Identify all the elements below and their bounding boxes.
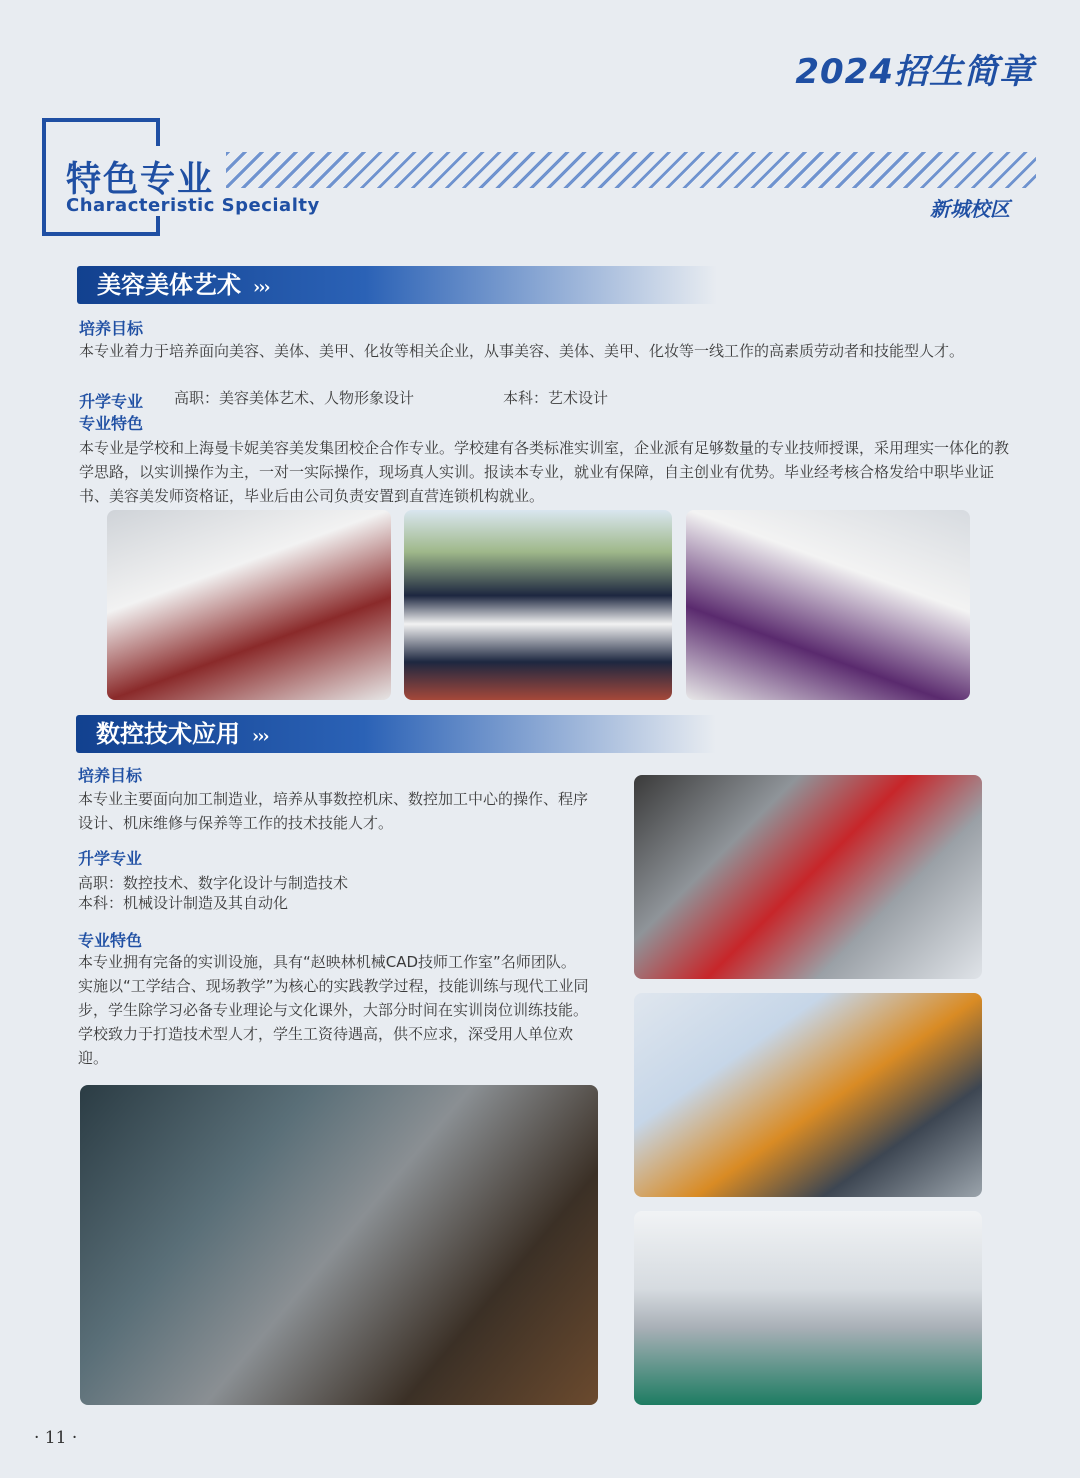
section-frame-top xyxy=(42,118,160,122)
page-number: · 11 · xyxy=(34,1428,78,1448)
section-frame-right-top xyxy=(156,118,160,146)
photo-cnc-workshop xyxy=(634,1211,982,1405)
arrows-icon: ››› xyxy=(253,277,269,298)
photo-cnc-control-panel xyxy=(634,775,982,979)
section-title-en: Characteristic Specialty xyxy=(66,195,320,216)
goal-text: 本专业主要面向加工制造业，培养从事数控机床、数控加工中心的操作、程序设计、机床维修与保养等工作的技术技能人才。 xyxy=(78,790,589,832)
major-name: 美容美体艺术 xyxy=(97,270,241,299)
arrows-icon: ››› xyxy=(252,726,268,747)
section-frame-bottom xyxy=(42,232,160,236)
hatch-decoration xyxy=(226,152,1036,188)
further-bachelor: 本科：艺术设计 xyxy=(503,389,609,407)
section-frame-right-bottom xyxy=(156,216,160,236)
major-banner-cnc xyxy=(76,715,716,753)
brochure-title: 2024招生简章 xyxy=(795,52,1034,92)
goal-label: 培养目标 xyxy=(79,319,144,338)
photo-beauty-students-line xyxy=(404,510,672,700)
major-name: 数控技术应用 xyxy=(96,719,240,748)
photo-cnc-welding xyxy=(634,993,982,1197)
photo-beauty-practice xyxy=(686,510,970,700)
feature-text: 本专业拥有完备的实训设施，具有“赵映林机械CAD技师工作室”名师团队。实施以“工学结合、现场教学”为核心的实践教学过程，技能训练与现代工业同步，学生除学习必备专业理论与文化课外，大部分时间在实训岗位训练技能。学校致力于打造技术型人才，学生工资待遇高，供不应求，深受用人单位欢迎。 xyxy=(78,953,589,1067)
major-banner-beauty xyxy=(77,266,717,304)
section-frame-left xyxy=(42,118,46,236)
section-title-cn: 特色专业 xyxy=(66,160,215,200)
goal-label: 培养目标 xyxy=(78,766,143,785)
further-bachelor: 本科：机械设计制造及其自动化 xyxy=(78,894,289,912)
photo-beauty-training-room xyxy=(107,510,391,700)
photo-cnc-lathe-operator xyxy=(80,1085,598,1405)
feature-text: 本专业是学校和上海曼卡妮美容美发集团校企合作专业。学校建有各类标准实训室，企业派有足够数量的专业技师授课，采用理实一体化的教学思路，以实训操作为主，一对一实际操作，现场真人实训。报读本专业，就业有保障，自主创业有优势。毕业经考核合格发给中职毕业证书、美容美发师资格证，毕业后由公司负责安置到直营连锁机构就业。 xyxy=(79,439,1010,505)
campus-label: 新城校区 xyxy=(930,197,1010,221)
goal-text: 本专业着力于培养面向美容、美体、美甲、化妆等相关企业，从事美容、美体、美甲、化妆等一线工作的高素质劳动者和技能型人才。 xyxy=(79,342,965,360)
further-vocational: 高职：数控技术、数字化设计与制造技术 xyxy=(78,874,349,892)
further-label: 升学专业 xyxy=(79,392,144,411)
further-label: 升学专业 xyxy=(78,849,143,868)
further-vocational: 高职：美容美体艺术、人物形象设计 xyxy=(174,389,415,407)
feature-label: 专业特色 xyxy=(78,931,143,950)
feature-label: 专业特色 xyxy=(79,414,144,433)
